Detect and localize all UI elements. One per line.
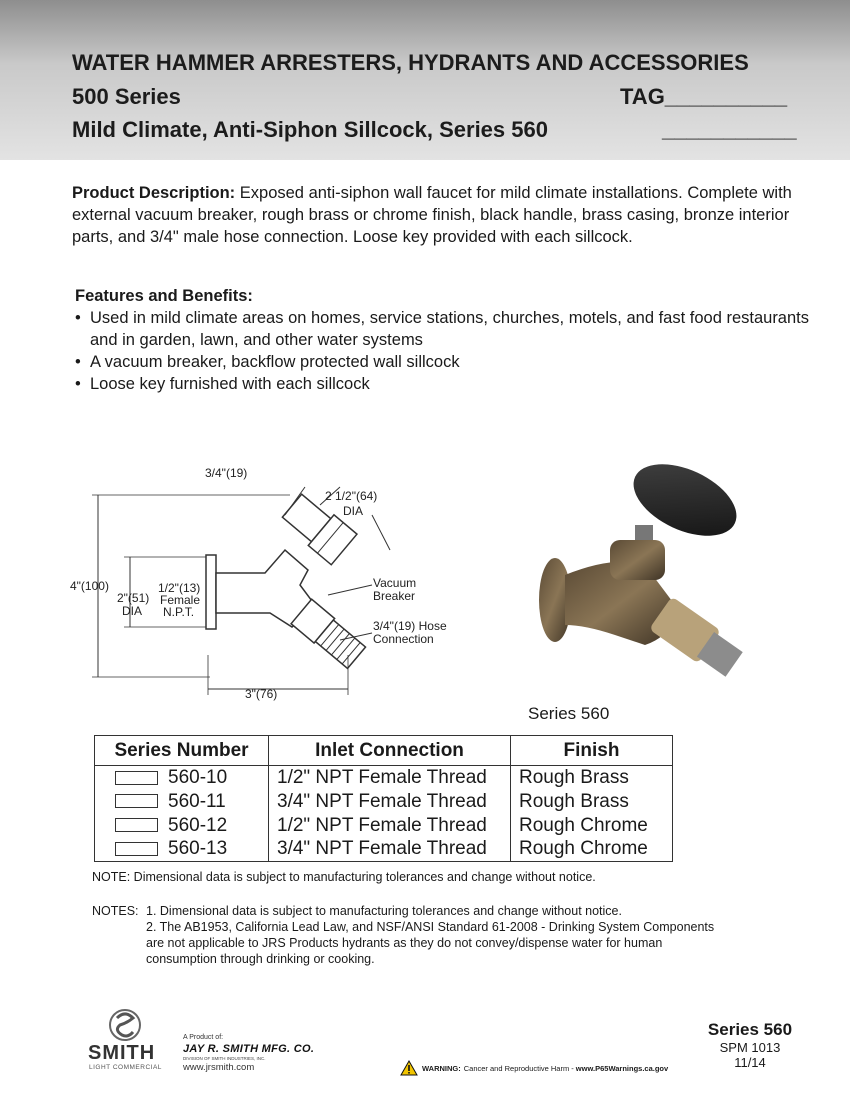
features-title: Features and Benefits: [75, 287, 253, 305]
table-row [95, 766, 673, 790]
product-of-label: A Product of: [183, 1034, 224, 1041]
finish-cell: Rough Brass [511, 790, 673, 814]
dim-dia-suffix: DIA [343, 504, 364, 518]
vacuum-label: Vacuum [373, 576, 417, 590]
connection-label: Connection [373, 632, 434, 646]
select-checkbox[interactable] [115, 842, 158, 856]
warning-site-link[interactable]: www.P65Warnings.ca.gov [575, 1063, 669, 1073]
feature-item: • Used in mild climate areas on homes, service stations, churches, motels, and fast food restaurants and in garden, lawn, and other water systems [75, 307, 815, 351]
header-finish: Finish [511, 736, 673, 766]
hose-label: 3/4"(19) Hose [373, 619, 447, 633]
dim-dia-label: 2 1/2"(64) [325, 489, 378, 503]
feature-item: • Loose key furnished with each sillcock [75, 373, 815, 395]
header-tag-line: ___________ [662, 117, 797, 142]
smith-subtitle: LIGHT COMMERCIAL [89, 1064, 162, 1071]
product-photo [525, 455, 755, 695]
inlet-cell: 1/2" NPT Female Thread [269, 814, 511, 838]
features-list [75, 307, 815, 395]
jrs-subtitle: DIVISION OF SMITH INDUSTRIES, INC. [183, 1056, 266, 1061]
warning-icon [400, 1060, 418, 1076]
table-row [95, 838, 673, 862]
npt-female-label: Female [160, 593, 201, 607]
inlet-cell: 3/4" NPT Female Thread [269, 790, 511, 814]
dim-flange-suffix: DIA [122, 604, 143, 618]
series-number: 560-13 [168, 838, 228, 860]
header-series-number: Series Number [95, 736, 269, 766]
finish-cell: Rough Chrome [511, 838, 673, 862]
header-title: WATER HAMMER ARRESTERS, HYDRANTS AND ACCESSORIES [72, 50, 749, 75]
header-tag: TAG__________ [620, 84, 788, 109]
npt-size-label: 1/2"(13) [158, 581, 201, 595]
warning-notice [400, 1060, 668, 1076]
select-checkbox[interactable] [115, 771, 158, 785]
notes-section [92, 903, 732, 967]
footer-series: Series 560 [707, 1020, 793, 1039]
warning-label: WARNING: [422, 1063, 461, 1073]
jrs-logo: JAY R. SMITH MFG. CO. [183, 1043, 315, 1055]
features-section [75, 285, 815, 395]
note-item: 1. Dimensional data is subject to manufacturing tolerances and change without notice. [146, 904, 622, 918]
dim-height-label: 4"(100) [70, 579, 109, 593]
header-banner [0, 0, 850, 160]
dim-width-label: 3"(76) [245, 687, 278, 701]
select-checkbox[interactable] [115, 794, 158, 808]
inlet-cell: 3/4" NPT Female Thread [269, 838, 511, 862]
table-row [95, 790, 673, 814]
note-item: 2. The AB1953, California Lead Law, and NSF/ANSI Standard 61-2008 - Drinking System Components are not applicable to JRS Products hydrants as they do not convey/dispense water for human consumption through drinking or cooking. [146, 920, 715, 966]
table-note: NOTE: Dimensional data is subject to manufacturing tolerances and change without notice. [92, 870, 596, 884]
notes-label: NOTES: [92, 904, 139, 918]
product-table [94, 735, 673, 862]
description-label: Product Description: [72, 184, 236, 202]
document-id-block [700, 1020, 800, 1070]
description-text: Exposed anti-siphon wall faucet for mild climate installations. Complete with external vacuum breaker, rough brass or chrome finish, black handle, brass casing, bronze interior parts, and 3/4" male hose connection. Loose key provided with each sillcock. [72, 184, 792, 246]
series-number: 560-10 [168, 766, 228, 788]
finish-cell: Rough Brass [511, 766, 673, 790]
smith-wordmark: SMITH [88, 1042, 156, 1064]
warning-text: Cancer and Reproductive Harm - [463, 1063, 574, 1073]
inlet-cell: 1/2" NPT Female Thread [269, 766, 511, 790]
breaker-label: Breaker [373, 589, 416, 603]
website-link[interactable]: www.jrsmith.com [183, 1062, 255, 1073]
footer-spm: SPM 1013 [719, 1040, 781, 1055]
photo-caption: Series 560 [528, 704, 610, 723]
series-number: 560-12 [168, 814, 228, 836]
table-row [95, 814, 673, 838]
dim-top-label: 3/4"(19) [205, 466, 248, 480]
header-product: Mild Climate, Anti-Siphon Sillcock, Series 560 [72, 117, 548, 142]
series-number: 560-11 [168, 790, 226, 812]
footer-date: 11/14 [734, 1055, 766, 1070]
product-description [72, 182, 792, 248]
dimension-drawing [60, 455, 480, 710]
select-checkbox[interactable] [115, 818, 158, 832]
finish-cell: Rough Chrome [511, 814, 673, 838]
npt-type-label: N.P.T. [163, 605, 195, 619]
header-inlet: Inlet Connection [269, 736, 511, 766]
dim-flange-label: 2"(51) [117, 591, 150, 605]
header-series: 500 Series [72, 84, 181, 109]
feature-item: • A vacuum breaker, backflow protected wall sillcock [75, 351, 815, 373]
